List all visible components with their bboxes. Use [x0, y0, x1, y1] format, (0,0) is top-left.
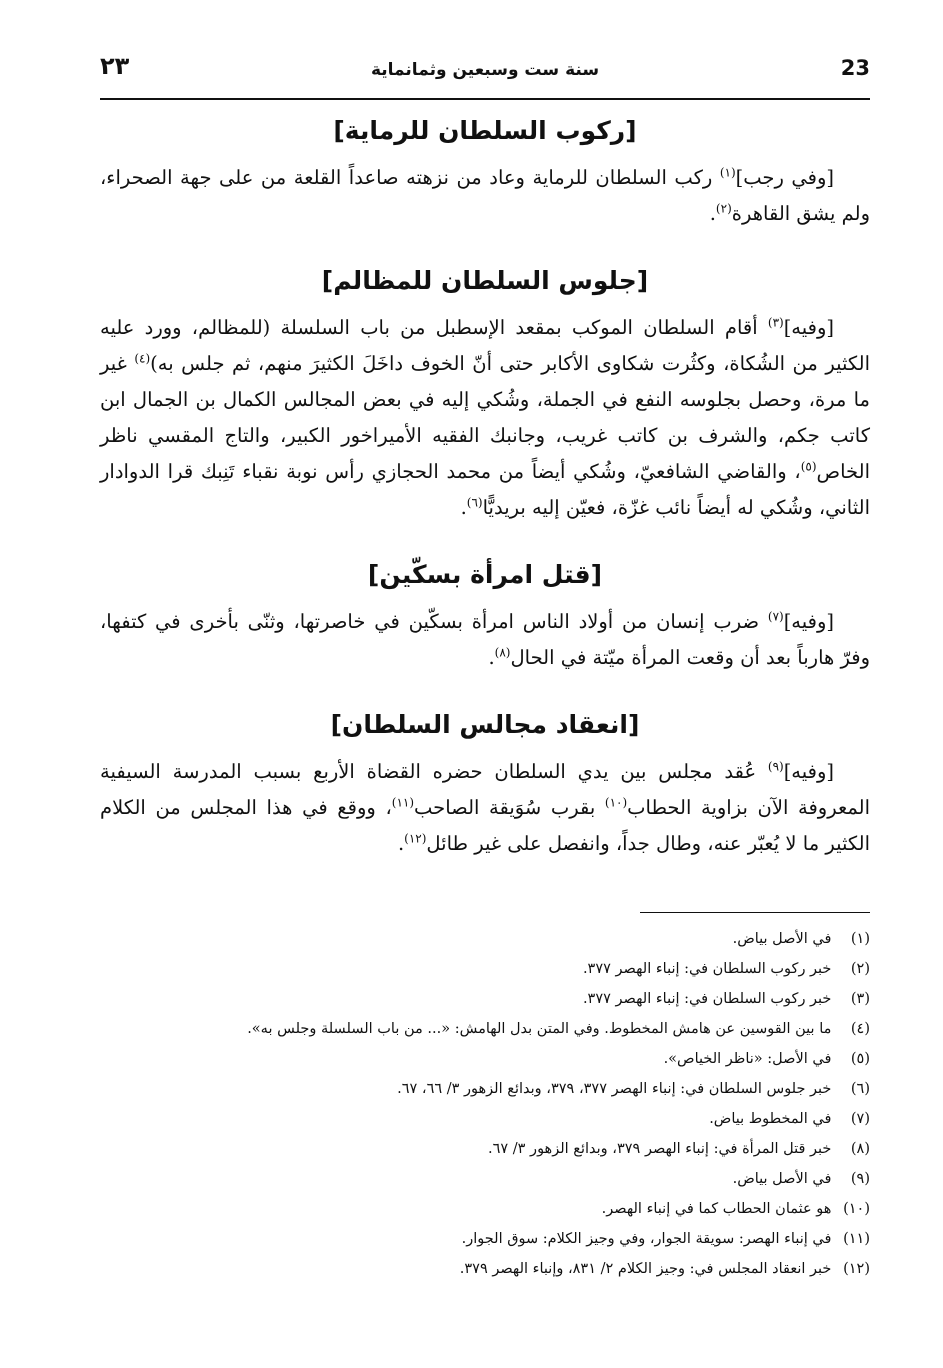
footnote-text: ما بين القوسين عن هامش المخطوط. وفي المتن بدل الهامش: «... من باب السلسلة وجلس به».: [247, 1021, 832, 1037]
footnote-number: (٢): [850, 961, 870, 977]
footnote-item: [100, 1194, 870, 1224]
footnote-text: في الأصل: «ناظر الخياص».: [663, 1051, 832, 1067]
running-title: سنة ست وسبعين وثمانماية: [370, 60, 600, 80]
footnote-number: (٣): [850, 991, 870, 1007]
footnotes-list: [100, 924, 870, 1284]
page-number-arabic: ٢٣: [100, 52, 130, 80]
section-paragraph: [100, 160, 870, 232]
footnote-item: [100, 1134, 870, 1164]
footnote-number: (٩): [850, 1171, 870, 1187]
section-paragraph: [100, 754, 870, 862]
footnote-number: (١): [850, 931, 870, 947]
footnote-text: هو عثمان الحطاب كما في إنباء الهصر.: [601, 1201, 832, 1217]
main-text: [100, 108, 870, 888]
paragraph-text: ركب السلطان للرماية وعاد من نزهته صاعداً القلعة من على جهة الصحراء، ولم يشق القاهرة: [100, 166, 870, 225]
paragraph-end: .: [460, 496, 467, 519]
footnote-text: في المخطوط بياض.: [709, 1111, 832, 1127]
footnote-ref: (٢): [715, 201, 732, 216]
footnote-ref: (٣): [767, 315, 784, 330]
paragraph-end: .: [709, 202, 716, 225]
footnote-ref: (١٢): [404, 831, 427, 846]
footnote-item: [100, 1014, 870, 1044]
footnote-ref: (٤): [134, 351, 151, 366]
page-header: [100, 50, 870, 100]
section-sultan-archery: [100, 108, 870, 232]
footnote-divider: [640, 912, 870, 913]
footnote-item: [100, 984, 870, 1014]
section-sultan-grievances: [100, 258, 870, 526]
paragraph-lead: [وفيه]: [783, 760, 834, 783]
section-heading: [ركوب السلطان للرماية]: [333, 116, 637, 145]
section-paragraph: [100, 604, 870, 676]
paragraph-text: ، والقاضي الشافعيّ، وشُكي أيضاً من محمد الحجازي رأس نوبة نقباء تَنِبك قرا الدوادار الثاني، وشُكي له أيضاً نائب غزّة، فعيّن إليه بريديًّا: [100, 460, 870, 519]
footnote-ref: (٨): [494, 645, 511, 660]
footnote-text: في إنباء الهصر: سويقة الجوار، وفي وجيز الكلام: سوق الجوار.: [461, 1231, 832, 1247]
footnote-item: [100, 1104, 870, 1134]
footnote-text: خبر انعقاد المجلس في: وجيز الكلام ٢/ ٨٣١، وإنباء الهصر ٣٧٩.: [459, 1261, 832, 1277]
footnote-text: خبر ركوب السلطان في: إنباء الهصر ٣٧٧.: [582, 991, 832, 1007]
footnote-ref: (١): [719, 165, 736, 180]
paragraph-text: بقرب سُوَيقة الصاحب: [414, 796, 605, 819]
footnote-text: في الأصل بياض.: [732, 1171, 832, 1187]
footnote-ref: (٦): [466, 495, 483, 510]
section-heading: [قتل امرأة بسكّين]: [367, 560, 603, 589]
paragraph-end: .: [397, 832, 405, 855]
footnote-ref: (٩): [767, 759, 784, 774]
page-number-latin: 23: [840, 56, 870, 80]
section-woman-killed: [100, 552, 870, 676]
paragraph-text: عُقد مجلس بين يدي السلطان حضره القضاة الأربع بسبب المدرسة السيفية المعروفة الآن بزاوية الحطاب: [100, 760, 871, 819]
paragraph-text: ضرب إنسان من أولاد الناس امرأة بسكّين في خاصرتها، وثنّى بأخرى في كتفها، وفرّ هارباً بعد أن وقعت المرأة ميّتة في الحال: [100, 610, 870, 669]
footnote-item: [100, 924, 870, 954]
paragraph-lead: [وفيه]: [783, 316, 834, 339]
footnote-number: (٧): [850, 1111, 870, 1127]
footnote-text: خبر قتل المرأة في: إنباء الهصر ٣٧٩، وبدائع الزهور ٣/ ٦٧.: [487, 1141, 832, 1157]
paragraph-lead: [وفيه]: [783, 610, 834, 633]
paragraph-text: ، ووقع في هذا المجلس من الكلام الكثير ما لا يُعبّر عنه، وطال جداً، وانفصل على غير طائل: [100, 796, 870, 855]
section-heading: [جلوس السلطان للمظالم]: [321, 266, 649, 295]
footnote-ref: (١١): [391, 795, 415, 810]
footnote-ref: (١٠): [604, 795, 628, 810]
footnote-item: [100, 1074, 870, 1104]
footnote-number: (١٠): [843, 1201, 870, 1217]
section-paragraph: [100, 310, 870, 526]
footnote-text: خبر جلوس السلطان في: إنباء الهصر ٣٧٧، ٣٧٩، وبدائع الزهور ٣/ ٦٦، ٦٧.: [397, 1081, 832, 1097]
paragraph-text: غير ما مرة، وحصل بجلوسه النفع في الجملة، وشُكي إليه في بعض المجالس الكمال بن الجمال ابن كاتب جكم، والشرف بن كاتب غريب، وجانبك الفقيه الأميراخور الكبير، والتاج المقسي ناظر الخاص: [100, 352, 870, 483]
section-sultan-councils: [100, 702, 870, 862]
section-heading: [انعقاد مجالس السلطان]: [330, 710, 640, 739]
footnote-text: في الأصل بياض.: [732, 931, 832, 947]
footnote-number: (٨): [850, 1141, 870, 1157]
paragraph-end: .: [488, 646, 495, 669]
footnote-item: [100, 954, 870, 984]
footnote-item: [100, 1044, 870, 1074]
footnote-number: (٤): [850, 1021, 870, 1037]
footnote-item: [100, 1254, 870, 1284]
paragraph-lead: [وفي رجب]: [735, 166, 834, 189]
footnote-number: (١٢): [843, 1261, 870, 1277]
footnote-number: (٦): [850, 1081, 870, 1097]
paragraph-text: أقام السلطان الموكب بمقعد الإسطبل من باب السلسلة (للمظالم، وورد عليه الكثير من الشُكاة، وكثُرت شكاوى الأكابر حتى أنّ الخوف داخَلَ الكثيرَ منهم، ثم جلس به): [100, 316, 870, 375]
footnote-item: [100, 1224, 870, 1254]
footnote-ref: (٥): [800, 459, 817, 474]
footnote-number: (٥): [850, 1051, 870, 1067]
footnote-ref: (٧): [767, 609, 784, 624]
footnote-item: [100, 1164, 870, 1194]
footnote-text: خبر ركوب السلطان في: إنباء الهصر ٣٧٧.: [582, 961, 832, 977]
footnote-number: (١١): [843, 1231, 870, 1247]
